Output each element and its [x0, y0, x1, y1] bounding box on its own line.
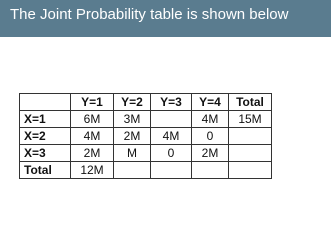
table-cell — [229, 145, 272, 162]
table-row-x1 — [20, 111, 272, 128]
table-row-total — [20, 162, 272, 179]
header-bar — [0, 0, 331, 37]
table-cell — [151, 111, 192, 128]
table-header-row — [20, 94, 272, 111]
column-header-y2: Y=2 — [114, 94, 151, 111]
column-header-total: Total — [229, 94, 272, 111]
table-cell — [114, 162, 151, 179]
row-header-x3: X=3 — [20, 145, 71, 162]
table-cell: 2M — [71, 145, 114, 162]
column-header-y4: Y=4 — [192, 94, 229, 111]
table-cell — [229, 162, 272, 179]
row-header-total: Total — [20, 162, 71, 179]
table-cell: 12M — [71, 162, 114, 179]
table-cell: 6M — [71, 111, 114, 128]
table-cell: M — [114, 145, 151, 162]
table-cell — [151, 162, 192, 179]
joint-probability-table — [19, 93, 272, 179]
table-cell: 0 — [151, 145, 192, 162]
row-header-x2: X=2 — [20, 128, 71, 145]
row-header-x1: X=1 — [20, 111, 71, 128]
table-cell: 3M — [114, 111, 151, 128]
table-cell — [229, 128, 272, 145]
table-cell: 0 — [192, 128, 229, 145]
table-cell: 4M — [192, 111, 229, 128]
column-header-y3: Y=3 — [151, 94, 192, 111]
table-cell — [192, 162, 229, 179]
table-cell: 4M — [151, 128, 192, 145]
table-cell: 4M — [71, 128, 114, 145]
table-row-x2 — [20, 128, 272, 145]
table-cell: 2M — [192, 145, 229, 162]
table-cell: 2M — [114, 128, 151, 145]
column-header-y1: Y=1 — [71, 94, 114, 111]
table-row-x3 — [20, 145, 272, 162]
header-title: The Joint Probability table is shown below — [10, 6, 289, 23]
table-corner-cell — [20, 94, 71, 111]
table-cell: 15M — [229, 111, 272, 128]
